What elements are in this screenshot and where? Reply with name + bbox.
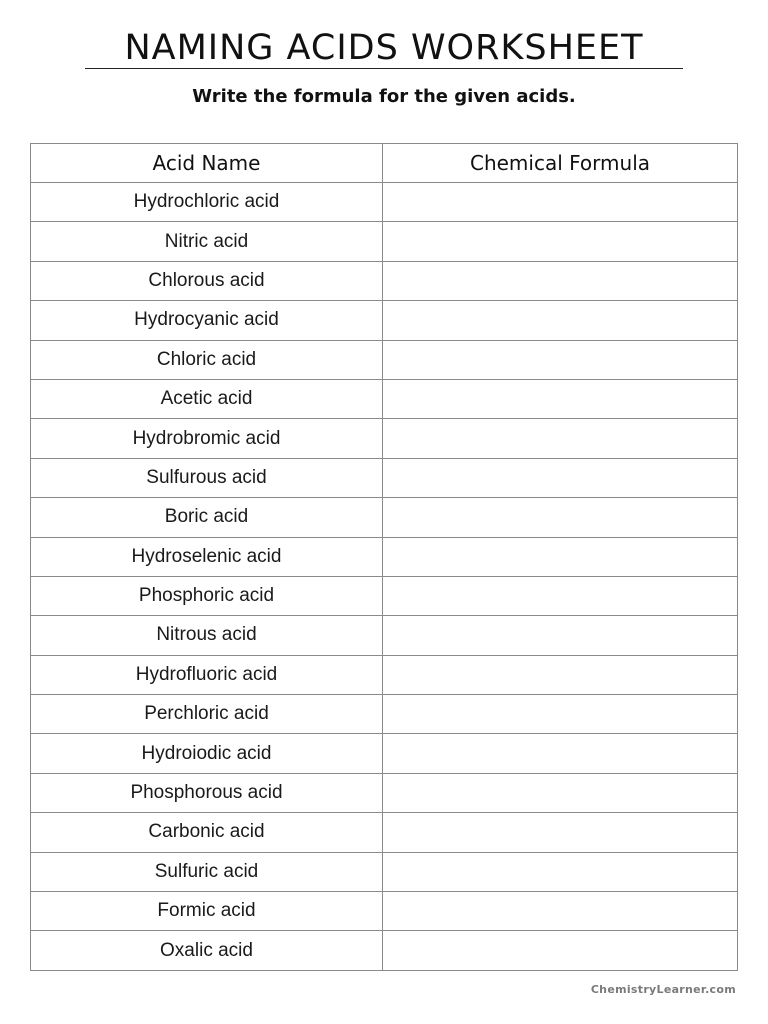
formula-answer-cell[interactable] bbox=[383, 734, 738, 773]
acid-name-cell: Chlorous acid bbox=[31, 261, 383, 300]
table-row bbox=[31, 301, 738, 340]
acid-name-cell: Hydroiodic acid bbox=[31, 734, 383, 773]
formula-answer-cell[interactable] bbox=[383, 261, 738, 300]
table-row bbox=[31, 734, 738, 773]
header-chemical-formula: Chemical Formula bbox=[383, 144, 738, 183]
acid-name-cell: Hydroselenic acid bbox=[31, 537, 383, 576]
header-acid-name: Acid Name bbox=[31, 144, 383, 183]
table-row bbox=[31, 655, 738, 694]
table-row bbox=[31, 852, 738, 891]
acid-name-cell: Hydrofluoric acid bbox=[31, 655, 383, 694]
worksheet-title: NAMING ACIDS WORKSHEET bbox=[124, 28, 644, 68]
acid-name-cell: Sulfurous acid bbox=[31, 458, 383, 497]
acid-name-cell: Oxalic acid bbox=[31, 931, 383, 970]
acid-name-cell: Acetic acid bbox=[31, 379, 383, 418]
source-watermark: ChemistryLearner.com bbox=[590, 983, 736, 996]
formula-answer-cell[interactable] bbox=[383, 616, 738, 655]
table-row bbox=[31, 419, 738, 458]
formula-answer-cell[interactable] bbox=[383, 892, 738, 931]
table-row bbox=[31, 261, 738, 300]
table-row bbox=[31, 183, 738, 222]
formula-answer-cell[interactable] bbox=[383, 576, 738, 615]
formula-answer-cell[interactable] bbox=[383, 852, 738, 891]
table-row bbox=[31, 813, 738, 852]
formula-answer-cell[interactable] bbox=[383, 537, 738, 576]
acid-name-cell: Nitric acid bbox=[31, 222, 383, 261]
acid-name-cell: Hydrobromic acid bbox=[31, 419, 383, 458]
formula-answer-cell[interactable] bbox=[383, 340, 738, 379]
formula-answer-cell[interactable] bbox=[383, 379, 738, 418]
table-row bbox=[31, 537, 738, 576]
acid-name-cell: Hydrochloric acid bbox=[31, 183, 383, 222]
table-row bbox=[31, 695, 738, 734]
formula-answer-cell[interactable] bbox=[383, 655, 738, 694]
acid-name-cell: Chloric acid bbox=[31, 340, 383, 379]
table-row bbox=[31, 498, 738, 537]
acid-name-cell: Carbonic acid bbox=[31, 813, 383, 852]
formula-answer-cell[interactable] bbox=[383, 183, 738, 222]
acid-name-cell: Phosphorous acid bbox=[31, 773, 383, 812]
table-row bbox=[31, 931, 738, 970]
table-row bbox=[31, 379, 738, 418]
formula-answer-cell[interactable] bbox=[383, 222, 738, 261]
formula-answer-cell[interactable] bbox=[383, 498, 738, 537]
table-row bbox=[31, 340, 738, 379]
formula-answer-cell[interactable] bbox=[383, 773, 738, 812]
acid-name-cell: Hydrocyanic acid bbox=[31, 301, 383, 340]
acids-table bbox=[30, 143, 738, 971]
formula-answer-cell[interactable] bbox=[383, 419, 738, 458]
table-row bbox=[31, 773, 738, 812]
formula-answer-cell[interactable] bbox=[383, 458, 738, 497]
acid-name-cell: Formic acid bbox=[31, 892, 383, 931]
formula-answer-cell[interactable] bbox=[383, 301, 738, 340]
table-header-row bbox=[31, 144, 738, 183]
acid-name-cell: Perchloric acid bbox=[31, 695, 383, 734]
formula-answer-cell[interactable] bbox=[383, 813, 738, 852]
acid-name-cell: Sulfuric acid bbox=[31, 852, 383, 891]
formula-answer-cell[interactable] bbox=[383, 695, 738, 734]
title-underline bbox=[85, 68, 683, 69]
acid-name-cell: Nitrous acid bbox=[31, 616, 383, 655]
table-row bbox=[31, 458, 738, 497]
table-row bbox=[31, 616, 738, 655]
formula-answer-cell[interactable] bbox=[383, 931, 738, 970]
worksheet-instructions: Write the formula for the given acids. bbox=[192, 86, 576, 107]
acid-name-cell: Phosphoric acid bbox=[31, 576, 383, 615]
table-row bbox=[31, 222, 738, 261]
table-row bbox=[31, 892, 738, 931]
table-row bbox=[31, 576, 738, 615]
acid-name-cell: Boric acid bbox=[31, 498, 383, 537]
